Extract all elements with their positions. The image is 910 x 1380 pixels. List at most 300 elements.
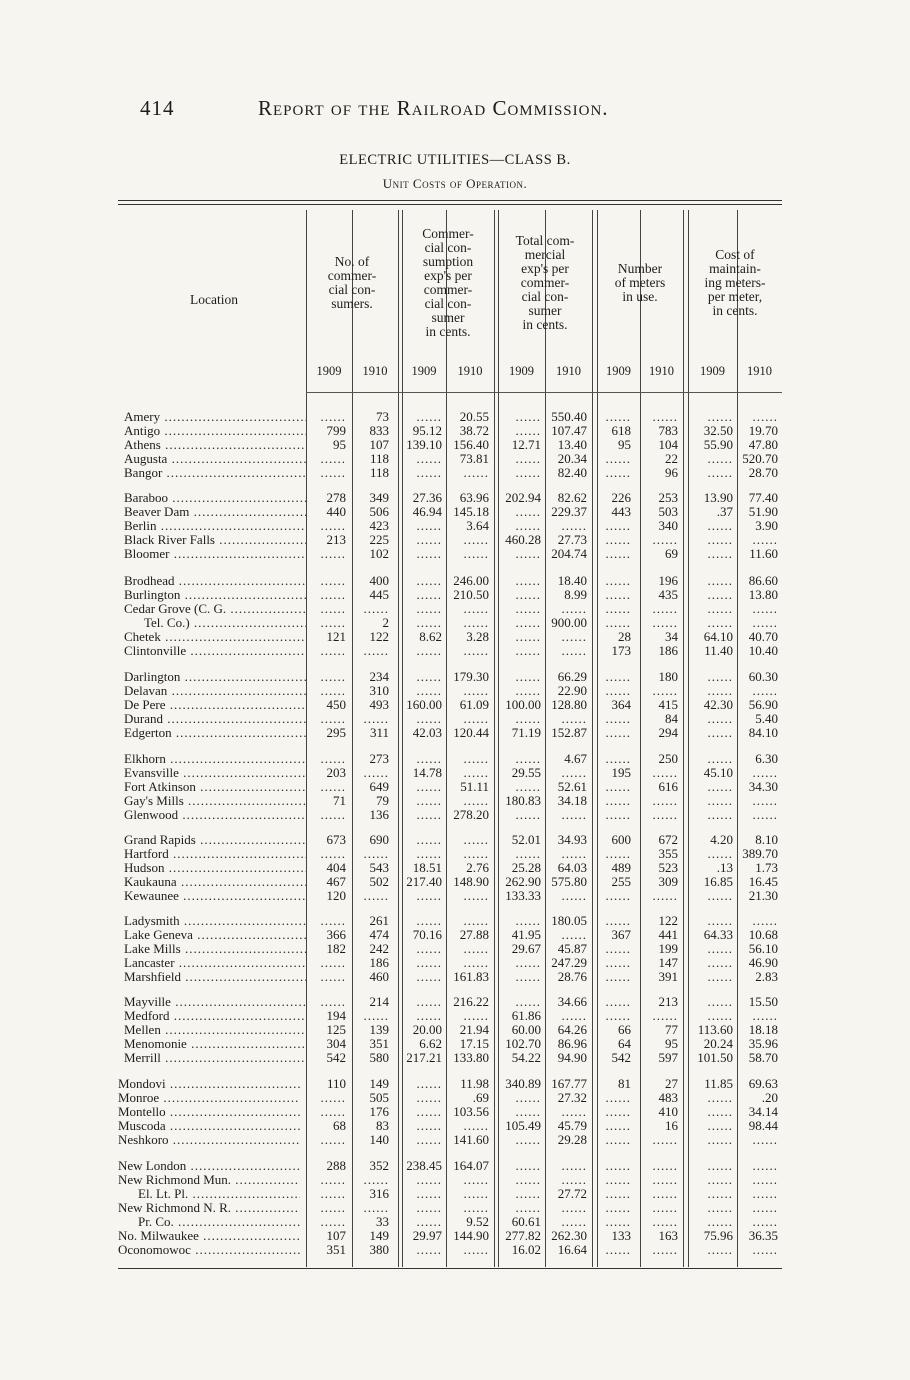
- empty-cell-leader: ......: [320, 808, 346, 822]
- empty-cell-leader: ......: [605, 794, 631, 808]
- table-cell: 136: [369, 807, 389, 822]
- location-name: Menomonie .....: [124, 1037, 306, 1051]
- table-cell: 355: [658, 846, 678, 861]
- empty-cell-leader: ......: [561, 630, 587, 644]
- empty-cell-leader: ......: [752, 1009, 778, 1023]
- empty-cell-leader: ......: [363, 1201, 389, 1215]
- table-cell: 351: [326, 1242, 346, 1257]
- table-cell: 40.70: [748, 629, 778, 644]
- table-cell: 27.36: [412, 490, 442, 505]
- empty-cell-leader: ......: [752, 914, 778, 928]
- empty-cell-leader: ......: [707, 808, 733, 822]
- empty-cell-leader: ......: [652, 684, 678, 698]
- table-cell: 95: [333, 437, 346, 452]
- table-cell: 20.24: [703, 1036, 733, 1051]
- empty-cell-leader: ......: [752, 533, 778, 547]
- table-row: [0, 780, 910, 794]
- empty-cell-leader: ......: [561, 889, 587, 903]
- empty-cell-leader: ......: [320, 780, 346, 794]
- table-cell: 253: [658, 490, 678, 505]
- table-cell: 229.37: [551, 504, 587, 519]
- empty-cell-leader: ......: [652, 1159, 678, 1173]
- empty-cell-leader: ......: [515, 1105, 541, 1119]
- empty-cell-leader: ......: [752, 808, 778, 822]
- empty-cell-leader: ......: [515, 808, 541, 822]
- table-cell: 340: [658, 518, 678, 533]
- empty-cell-leader: ......: [752, 794, 778, 808]
- empty-cell-leader: ......: [752, 616, 778, 630]
- empty-cell-leader: ......: [652, 1009, 678, 1023]
- table-row: [0, 1215, 910, 1229]
- page-number: 414: [140, 96, 175, 120]
- table-cell: 29.97: [412, 1228, 442, 1243]
- table-cell: 144.90: [453, 1228, 489, 1243]
- empty-cell-leader: ......: [363, 712, 389, 726]
- table-row: [0, 505, 910, 519]
- empty-cell-leader: ......: [752, 602, 778, 616]
- table-cell: 51.90: [748, 504, 778, 519]
- table-cell: 60.00: [511, 1022, 541, 1037]
- location-name: New Richmond Mun. .....: [118, 1173, 300, 1187]
- table-cell: 278.20: [453, 807, 489, 822]
- empty-cell-leader: ......: [605, 1173, 631, 1187]
- table-cell: 102.70: [505, 1036, 541, 1051]
- empty-cell-leader: ......: [416, 588, 442, 602]
- table-row: [0, 1187, 910, 1201]
- empty-cell-leader: ......: [707, 1173, 733, 1187]
- table-row: [0, 1243, 910, 1257]
- empty-cell-leader: ......: [752, 1201, 778, 1215]
- empty-cell-leader: ......: [320, 684, 346, 698]
- table-cell: 29.67: [511, 941, 541, 956]
- table-cell: 164.07: [453, 1158, 489, 1173]
- location-name: Darlington .....: [124, 670, 306, 684]
- empty-cell-leader: ......: [416, 808, 442, 822]
- table-cell: 580: [369, 1050, 389, 1065]
- empty-cell-leader: ......: [416, 1133, 442, 1147]
- table-row: [0, 644, 910, 658]
- empty-cell-leader: ......: [752, 1173, 778, 1187]
- table-cell: 690: [369, 832, 389, 847]
- empty-cell-leader: ......: [707, 616, 733, 630]
- empty-cell-leader: ......: [320, 410, 346, 424]
- empty-cell-leader: ......: [605, 726, 631, 740]
- table-cell: 180.83: [505, 793, 541, 808]
- table-cell: 367: [611, 927, 631, 942]
- table-cell: .69: [472, 1090, 489, 1105]
- column-group-header: Commer- cial con- sumption exp's per commer- cial con- sumer in cents.: [422, 226, 474, 339]
- table-cell: 10.68: [748, 927, 778, 942]
- table-cell: 13.80: [748, 587, 778, 602]
- table-cell: 295: [326, 725, 346, 740]
- empty-cell-leader: ......: [463, 766, 489, 780]
- empty-cell-leader: ......: [652, 766, 678, 780]
- table-cell: 179.30: [453, 669, 489, 684]
- table-row: [0, 438, 910, 452]
- table-cell: 234: [369, 669, 389, 684]
- table-cell: 42.30: [703, 697, 733, 712]
- table-cell: 16.45: [748, 874, 778, 889]
- empty-cell-leader: ......: [363, 847, 389, 861]
- table-cell: 352: [369, 1158, 389, 1173]
- empty-cell-leader: ......: [320, 1133, 346, 1147]
- empty-cell-leader: ......: [320, 970, 346, 984]
- table-cell: 366: [326, 927, 346, 942]
- table-cell: 156.40: [453, 437, 489, 452]
- empty-cell-leader: ......: [605, 574, 631, 588]
- location-name: Mellen .....: [124, 1023, 306, 1037]
- empty-cell-leader: ......: [320, 847, 346, 861]
- table-cell: 182: [326, 941, 346, 956]
- empty-cell-leader: ......: [561, 712, 587, 726]
- table-row: [0, 519, 910, 533]
- table-cell: 122: [658, 913, 678, 928]
- empty-cell-leader: ......: [416, 794, 442, 808]
- empty-cell-leader: ......: [605, 1009, 631, 1023]
- table-cell: 34.14: [748, 1104, 778, 1119]
- empty-cell-leader: ......: [363, 644, 389, 658]
- empty-cell-leader: ......: [416, 847, 442, 861]
- table-cell: 149: [369, 1076, 389, 1091]
- table-row: [0, 466, 910, 480]
- column-group-header: Number of meters in use.: [614, 261, 666, 304]
- empty-cell-leader: ......: [320, 644, 346, 658]
- table-cell: .37: [716, 504, 733, 519]
- table-cell: 95: [665, 1036, 678, 1051]
- table-cell: 27.72: [557, 1186, 587, 1201]
- empty-cell-leader: ......: [463, 1009, 489, 1023]
- table-cell: 22.90: [557, 683, 587, 698]
- table-cell: 52.61: [557, 779, 587, 794]
- table-cell: 96: [665, 465, 678, 480]
- location-name: Lake Geneva .....: [124, 928, 306, 942]
- table-cell: 45.87: [557, 941, 587, 956]
- table-cell: 149: [369, 1228, 389, 1243]
- table-cell: 45.79: [557, 1118, 587, 1133]
- empty-cell-leader: ......: [320, 752, 346, 766]
- table-cell: 51.11: [460, 779, 489, 794]
- table-cell: 3.64: [466, 518, 489, 533]
- empty-cell-leader: ......: [605, 1105, 631, 1119]
- table-cell: 61.09: [459, 697, 489, 712]
- empty-cell-leader: ......: [707, 1187, 733, 1201]
- empty-cell-leader: ......: [752, 1187, 778, 1201]
- empty-cell-leader: ......: [707, 970, 733, 984]
- table-cell: 404: [326, 860, 346, 875]
- table-cell: 351: [369, 1036, 389, 1051]
- table-cell: 10.40: [748, 643, 778, 658]
- table-cell: 672: [658, 832, 678, 847]
- table-cell: 304: [326, 1036, 346, 1051]
- table-cell: 121: [326, 629, 346, 644]
- location-name: Durand .....: [124, 712, 306, 726]
- table-cell: 141.60: [453, 1132, 489, 1147]
- location-name: Black River Falls .....: [124, 533, 306, 547]
- table-cell: 16: [665, 1118, 678, 1133]
- empty-cell-leader: ......: [416, 970, 442, 984]
- table-row: [0, 1023, 910, 1037]
- empty-cell-leader: ......: [605, 533, 631, 547]
- empty-cell-leader: ......: [416, 1105, 442, 1119]
- location-name: Merrill .....: [124, 1051, 306, 1065]
- empty-cell-leader: ......: [416, 1187, 442, 1201]
- empty-cell-leader: ......: [515, 1133, 541, 1147]
- table-row: [0, 928, 910, 942]
- empty-cell-leader: ......: [707, 995, 733, 1009]
- table-row: [0, 698, 910, 712]
- empty-cell-leader: ......: [652, 1187, 678, 1201]
- empty-cell-leader: ......: [605, 1243, 631, 1257]
- table-cell: 217.21: [406, 1050, 442, 1065]
- table-row: [0, 630, 910, 644]
- table-cell: 33: [376, 1214, 389, 1229]
- location-name: Tel. Co.) .....: [144, 616, 306, 630]
- table-cell: 506: [369, 504, 389, 519]
- location-name: Muscoda .....: [118, 1119, 300, 1133]
- year-row-rule: [306, 392, 782, 393]
- table-cell: 81: [618, 1076, 631, 1091]
- empty-cell-leader: ......: [605, 410, 631, 424]
- table-row: [0, 914, 910, 928]
- table-row: [0, 1037, 910, 1051]
- table-cell: 261: [369, 913, 389, 928]
- table-cell: 262.90: [505, 874, 541, 889]
- empty-cell-leader: ......: [320, 914, 346, 928]
- table-cell: 19.70: [748, 423, 778, 438]
- table-cell: 107.47: [551, 423, 587, 438]
- empty-cell-leader: ......: [707, 1091, 733, 1105]
- table-row: [0, 424, 910, 438]
- table-cell: 102: [369, 546, 389, 561]
- empty-cell-leader: ......: [463, 847, 489, 861]
- empty-cell-leader: ......: [707, 1243, 733, 1257]
- location-name: Monroe .....: [118, 1091, 300, 1105]
- location-name: Oconomowoc .....: [118, 1243, 300, 1257]
- table-cell: 311: [369, 725, 389, 740]
- table-cell: 128.80: [551, 697, 587, 712]
- empty-cell-leader: ......: [561, 644, 587, 658]
- table-cell: 161.83: [453, 969, 489, 984]
- table-cell: 145.18: [453, 504, 489, 519]
- table-cell: 75.96: [703, 1228, 733, 1243]
- table-cell: 11.98: [460, 1076, 489, 1091]
- table-cell: 77.40: [748, 490, 778, 505]
- table-row: [0, 1077, 910, 1091]
- empty-cell-leader: ......: [561, 1159, 587, 1173]
- location-name: Bangor .....: [124, 466, 306, 480]
- table-cell: 176: [369, 1104, 389, 1119]
- empty-cell-leader: ......: [652, 794, 678, 808]
- table-cell: 349: [369, 490, 389, 505]
- location-name: Grand Rapids .....: [124, 833, 306, 847]
- empty-cell-leader: ......: [416, 712, 442, 726]
- empty-cell-leader: ......: [515, 588, 541, 602]
- empty-cell-leader: ......: [707, 602, 733, 616]
- location-name: Ladysmith .....: [124, 914, 306, 928]
- empty-cell-leader: ......: [463, 1173, 489, 1187]
- table-row: [0, 1201, 910, 1215]
- table-cell: 139.10: [406, 437, 442, 452]
- table-cell: 47.80: [748, 437, 778, 452]
- table-cell: 16.85: [703, 874, 733, 889]
- location-name: Clintonville .....: [124, 644, 306, 658]
- empty-cell-leader: ......: [416, 1201, 442, 1215]
- table-row: [0, 970, 910, 984]
- table-cell: 238.45: [406, 1158, 442, 1173]
- table-row: [0, 602, 910, 616]
- table-cell: 8.10: [755, 832, 778, 847]
- empty-cell-leader: ......: [515, 914, 541, 928]
- table-cell: 246.00: [453, 573, 489, 588]
- table-row: [0, 956, 910, 970]
- table-cell: 110: [326, 1076, 346, 1091]
- table-cell: 35.96: [748, 1036, 778, 1051]
- table-cell: 186: [658, 643, 678, 658]
- table-row: [0, 1119, 910, 1133]
- table-cell: .20: [761, 1090, 778, 1105]
- table-cell: 217.40: [406, 874, 442, 889]
- location-name: Lake Mills .....: [124, 942, 306, 956]
- table-cell: 340.89: [505, 1076, 541, 1091]
- table-cell: 5.40: [755, 711, 778, 726]
- empty-cell-leader: ......: [707, 574, 733, 588]
- year-header: 1909: [411, 364, 437, 378]
- location-header: Location: [190, 292, 238, 307]
- year-header: 1909: [606, 364, 631, 378]
- table-cell: 94.90: [557, 1050, 587, 1065]
- table-row: [0, 574, 910, 588]
- table-cell: 25.28: [511, 860, 541, 875]
- empty-cell-leader: ......: [416, 1243, 442, 1257]
- table-subtitle: Unit Costs of Operation.: [382, 176, 528, 191]
- location-name: Burlington .....: [124, 588, 306, 602]
- empty-cell-leader: ......: [605, 889, 631, 903]
- table-row: [0, 808, 910, 822]
- table-cell: 210.50: [453, 587, 489, 602]
- table-row: [0, 1133, 910, 1147]
- table-cell: 180.05: [551, 913, 587, 928]
- table-cell: 833: [369, 423, 389, 438]
- table-cell: 167.77: [551, 1076, 587, 1091]
- empty-cell-leader: ......: [463, 466, 489, 480]
- table-cell: 309: [658, 874, 678, 889]
- table-cell: 6.30: [755, 751, 778, 766]
- table-cell: 139: [369, 1022, 389, 1037]
- table-cell: 28: [618, 629, 631, 644]
- table-row: [0, 847, 910, 861]
- table-cell: 122: [369, 629, 389, 644]
- table-cell: 204.74: [551, 546, 587, 561]
- empty-cell-leader: ......: [515, 410, 541, 424]
- table-cell: 68: [333, 1118, 346, 1133]
- table-cell: 103.56: [453, 1104, 489, 1119]
- column-group-header: No. of commer- cial con- sumers.: [327, 254, 377, 311]
- table-row: [0, 861, 910, 875]
- table-cell: 380: [369, 1242, 389, 1257]
- table-cell: 27: [665, 1076, 678, 1091]
- empty-cell-leader: ......: [320, 1173, 346, 1187]
- table-cell: 2.76: [466, 860, 489, 875]
- empty-cell-leader: ......: [515, 1173, 541, 1187]
- empty-cell-leader: ......: [515, 547, 541, 561]
- table-row: [0, 670, 910, 684]
- empty-cell-leader: ......: [561, 519, 587, 533]
- table-cell: 148.90: [453, 874, 489, 889]
- table-cell: 77: [665, 1022, 678, 1037]
- table-cell: 34.18: [557, 793, 587, 808]
- empty-cell-leader: ......: [416, 519, 442, 533]
- empty-cell-leader: ......: [707, 942, 733, 956]
- empty-cell-leader: ......: [752, 1133, 778, 1147]
- empty-cell-leader: ......: [515, 712, 541, 726]
- empty-cell-leader: ......: [416, 752, 442, 766]
- year-header: 1910: [556, 364, 581, 378]
- empty-cell-leader: ......: [752, 1215, 778, 1229]
- empty-cell-leader: ......: [463, 602, 489, 616]
- table-row: [0, 452, 910, 466]
- table-cell: 11.60: [749, 546, 778, 561]
- empty-cell-leader: ......: [416, 956, 442, 970]
- empty-cell-leader: ......: [561, 1173, 587, 1187]
- empty-cell-leader: ......: [515, 752, 541, 766]
- table-cell: 8.99: [564, 587, 587, 602]
- empty-cell-leader: ......: [605, 847, 631, 861]
- empty-cell-leader: ......: [320, 1215, 346, 1229]
- table-row: [0, 942, 910, 956]
- table-cell: 95: [618, 437, 631, 452]
- table-cell: 105.49: [505, 1118, 541, 1133]
- table-cell: 503: [658, 504, 678, 519]
- empty-cell-leader: ......: [605, 588, 631, 602]
- empty-cell-leader: ......: [463, 1201, 489, 1215]
- table-row: [0, 1229, 910, 1243]
- empty-cell-leader: ......: [752, 1243, 778, 1257]
- empty-cell-leader: ......: [463, 833, 489, 847]
- location-name: Bloomer .....: [124, 547, 306, 561]
- table-cell: 18.18: [748, 1022, 778, 1037]
- table-cell: 247.29: [551, 955, 587, 970]
- table-cell: 214: [369, 994, 389, 1009]
- table-cell: 4.20: [710, 832, 733, 847]
- empty-cell-leader: ......: [707, 1215, 733, 1229]
- empty-cell-leader: ......: [416, 684, 442, 698]
- table-cell: 20.00: [412, 1022, 442, 1037]
- empty-cell-leader: ......: [320, 1187, 346, 1201]
- empty-cell-leader: ......: [416, 833, 442, 847]
- empty-cell-leader: ......: [561, 808, 587, 822]
- empty-cell-leader: ......: [605, 712, 631, 726]
- empty-cell-leader: ......: [515, 630, 541, 644]
- location-name: Antigo .....: [124, 424, 306, 438]
- table-cell: 213: [658, 994, 678, 1009]
- location-name: Montello .....: [118, 1105, 300, 1119]
- table-cell: 415: [658, 697, 678, 712]
- table-cell: 38.72: [459, 423, 489, 438]
- table-cell: 900.00: [551, 615, 587, 630]
- table-cell: 294: [658, 725, 678, 740]
- table-cell: 56.10: [748, 941, 778, 956]
- table-cell: 58.70: [748, 1050, 778, 1065]
- empty-cell-leader: ......: [605, 602, 631, 616]
- table-cell: 3.90: [755, 518, 778, 533]
- table-cell: 73: [376, 409, 389, 424]
- table-cell: 100.00: [505, 697, 541, 712]
- empty-cell-leader: ......: [320, 588, 346, 602]
- empty-cell-leader: ......: [515, 644, 541, 658]
- empty-cell-leader: ......: [515, 1201, 541, 1215]
- empty-cell-leader: ......: [707, 956, 733, 970]
- table-cell: 66: [618, 1022, 631, 1037]
